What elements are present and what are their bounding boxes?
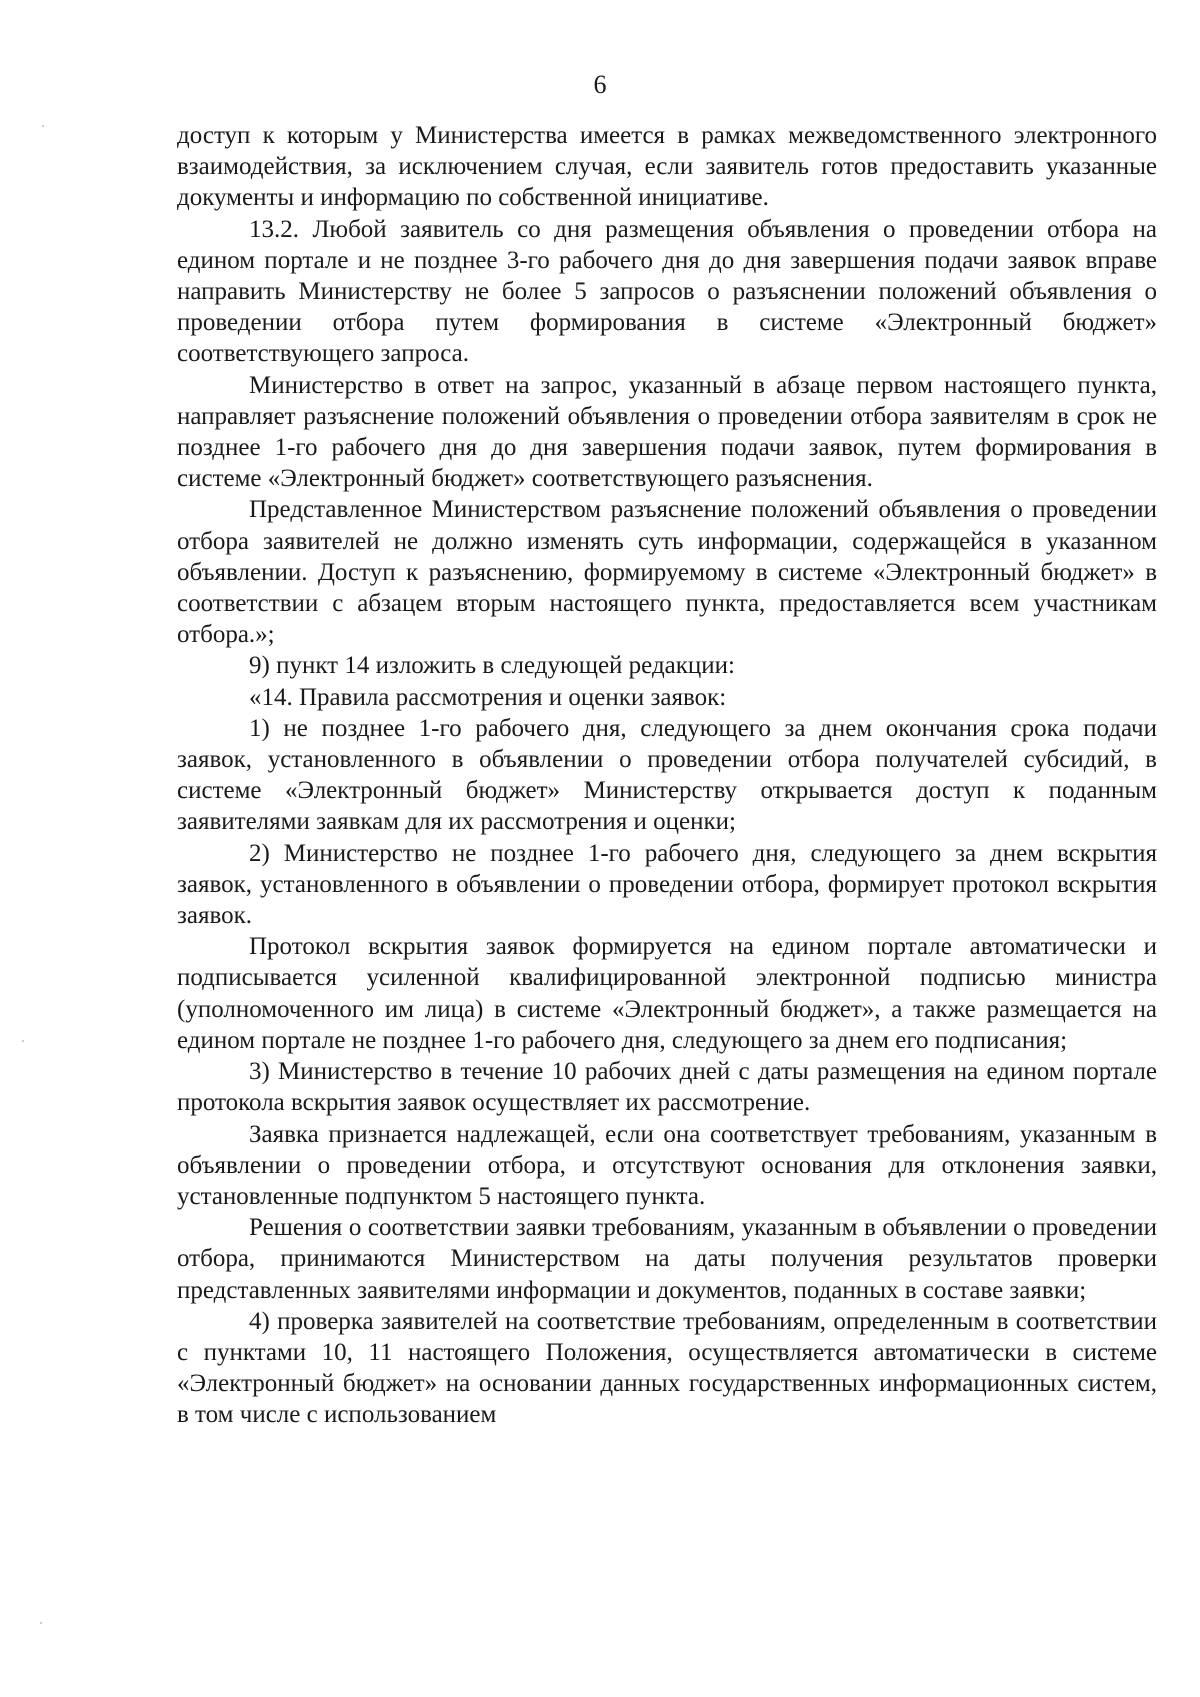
paragraph-subitem-2: 2) Министерство не позднее 1-го рабочего дня, следующего за днем вскрытия заявок, установленного в объявлении о проведении отбора, формирует протокол вскрытия заявок. xyxy=(177,839,1157,930)
paragraph-section-14-heading: «14. Правила рассмотрения и оценки заявок: xyxy=(249,683,727,711)
paragraph-clarification-access: Представленное Министерством разъяснение положений объявления о проведении отбора заявителей не должно изменять суть информации, содержащейся в указанном объявлении. Доступ к разъяснению, формируемому в системе «Электронный бюджет» в соответствии с абзацем вторым настоящего пункта, предоставляется всем участникам отбора.»; xyxy=(177,496,1157,649)
paragraph-continuation: доступ к которым у Министерства имеется в рамках межведомственного электронного взаимодействия, за исключением случая, если заявитель готов предоставить указанные документы и информацию по собственной инициативе. xyxy=(177,122,1157,212)
scan-artifact-dot xyxy=(40,1622,42,1624)
scan-artifact-dot xyxy=(22,1040,24,1042)
page-number: 6 xyxy=(593,70,607,99)
paragraph-compliance-decisions: Решения о соответствии заявки требованиям, указанным в объявлении о проведении отбора, принимаются Министерством на даты получения результатов проверки представленных заявителями информации и документов, поданных в составе заявки; xyxy=(177,1214,1157,1304)
paragraph-protocol: Протокол вскрытия заявок формируется на едином портале автоматически и подписывается усиленной квалифицированной электронной подписью министра (уполномоченного им лица) в системе «Электронный бюджет», а также размещается на едином портале не позднее 1-го рабочего дня, следующего за днем его подписания; xyxy=(177,933,1157,1054)
document-body xyxy=(177,120,1157,1431)
paragraph-application-proper: Заявка признается надлежащей, если она соответствует требованиям, указанным в объявлении о проведении отбора, и отсутствуют основания для отклонения заявки, установленные подпунктом 5 настоящего пункта. xyxy=(177,1120,1157,1210)
paragraph-item-9: 9) пункт 14 изложить в следующей редакции: xyxy=(249,652,735,680)
paragraph-13-2: 13.2. Любой заявитель со дня размещения объявления о проведении отбора на едином портале и не позднее 3-го рабочего дня до дня завершения подачи заявок вправе направить Министерству не более 5 запросов о разъяснении положений объявления о проведении отбора путем формирования в системе «Электронный бюджет» соответствующего запроса. xyxy=(177,215,1157,368)
paragraph-subitem-3: 3) Министерство в течение 10 рабочих дней с даты размещения на едином портале протокола вскрытия заявок осуществляет их рассмотрение. xyxy=(177,1058,1157,1117)
paragraph-subitem-4: 4) проверка заявителей на соответствие требованиям, определенным в соответствии с пунктами 10, 11 настоящего Положения, осуществляется автоматически в системе «Электронный бюджет» на основании данных государственных информационных систем, в том числе с использованием xyxy=(177,1307,1157,1429)
paragraph-subitem-1: 1) не позднее 1-го рабочего дня, следующего за днем окончания срока подачи заявок, установленного в объявлении о проведении отбора получателей субсидий, в системе «Электронный бюджет» Министерству открывается доступ к поданным заявителями заявкам для их рассмотрения и оценки; xyxy=(177,714,1157,836)
scan-artifact-dot xyxy=(42,125,44,127)
paragraph-ministry-response: Министерство в ответ на запрос, указанный в абзаце первом настоящего пункта, направляет разъяснение положений объявления о проведении отбора заявителям в срок не позднее 1-го рабочего дня до дня завершения подачи заявок, путем формирования в системе «Электронный бюджет» соответствующего разъяснения. xyxy=(177,371,1157,493)
